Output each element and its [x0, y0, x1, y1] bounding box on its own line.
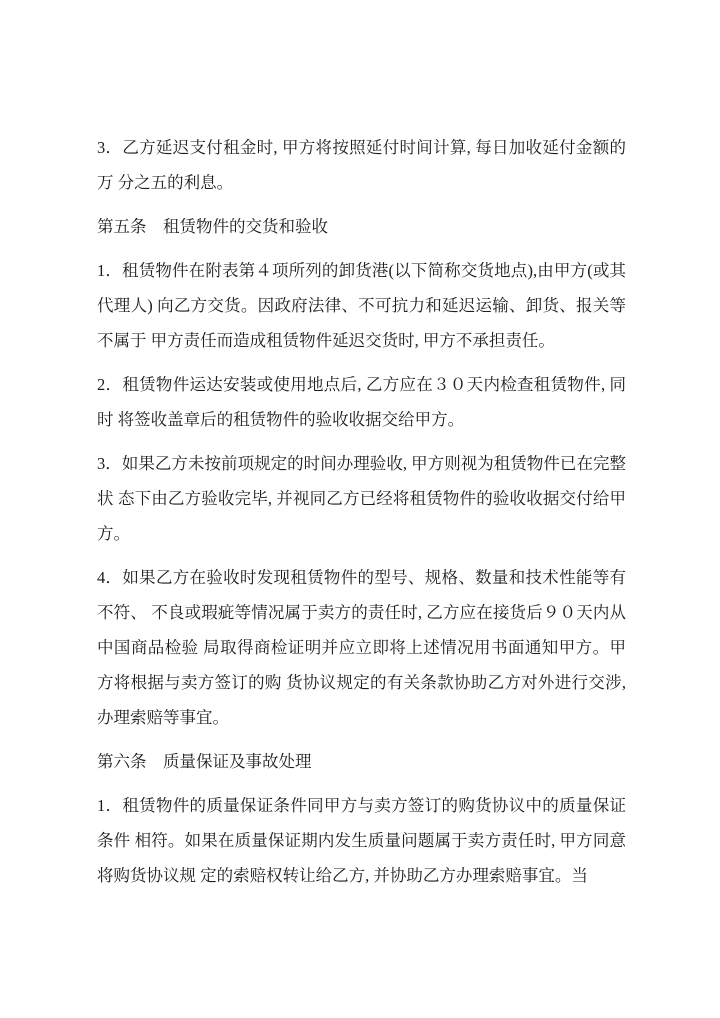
paragraph: 4．如果乙方在验收时发现租赁物件的型号、规格、数量和技术性能等有不符、 不良或瑕疵等情况属于卖方的责任时, 乙方应在接货后９０天内从中国商品检验 局取得商检证明并应立即将上述情况用书面通知甲方。甲方将根据与卖方签订的购 货协议规定的有关条款协助乙方对外进行交涉, 办理索赔等事宜。	[97, 568, 626, 727]
section-heading: 第五条 租赁物件的交货和验收	[97, 217, 328, 236]
paragraph: 1．租赁物件在附表第４项所列的卸货港(以下简称交货地点),由甲方(或其代理人) 向乙方交货。因政府法律、不可抗力和延迟运输、卸货、报关等不属于 甲方责任而造成租赁物件延迟交货时, 甲方不承担责任。	[97, 261, 626, 350]
paragraph: 3．如果乙方未按前项规定的时间办理验收, 甲方则视为租赁物件已在完整状 态下由乙方验收完毕, 并视同乙方已经将租赁物件的验收收据交付给甲方。	[97, 454, 626, 543]
paragraph: 1．租赁物件的质量保证条件同甲方与卖方签订的购货协议中的质量保证条件 相符。如果在质量保证期内发生质量问题属于卖方责任时, 甲方同意将购货协议规 定的索赔权转让给乙方, 并协助乙方办理索赔事宜。当	[97, 796, 626, 885]
section-heading: 第六条 质量保证及事故处理	[97, 752, 312, 771]
paragraph: 3．乙方延迟支付租金时, 甲方将按照延付时间计算, 每日加收延付金额的万 分之五的利息。	[97, 138, 626, 192]
paragraph: 2．租赁物件运达安装或使用地点后, 乙方应在３０天内检查租赁物件, 同时 将签收盖章后的租赁物件的验收收据交给甲方。	[97, 375, 626, 429]
